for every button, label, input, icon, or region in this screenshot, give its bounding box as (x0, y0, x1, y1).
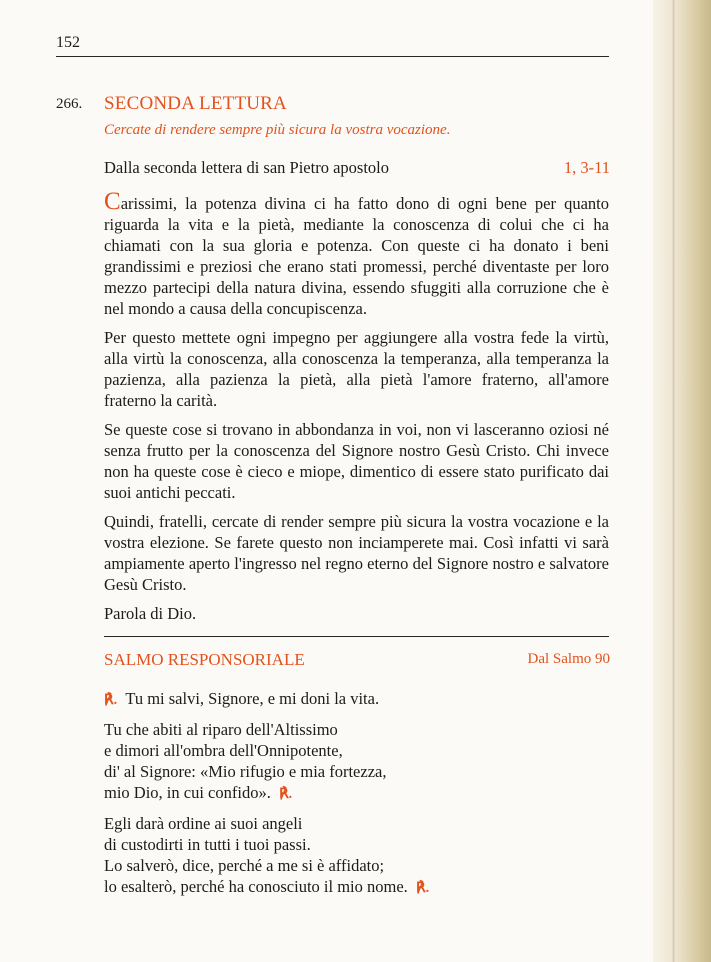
drop-cap: C (104, 188, 121, 215)
psalm-line: mio Dio, in cui confido». ℟. (104, 783, 293, 802)
reading-number: 266. (56, 96, 83, 112)
psalm-title: SALMO RESPONSORIALE (104, 650, 305, 669)
header-rule (56, 56, 609, 57)
psalm-stanza (104, 813, 609, 899)
reading-paragraph: Per questo mettete ogni impegno per aggiungere alla vostra fede la virtù, alla virtù la conoscenza, alla conoscenza la temperanza, alla temperanza la pazienza, alla pazienza la pietà, alla pietà l'amore fraterno, all'amore fraterno la carità. (104, 328, 609, 410)
psalm-line: Tu che abiti al riparo dell'Altissimo (104, 720, 338, 739)
page-edge (653, 0, 711, 962)
reading-reference: 1, 3-11 (563, 158, 610, 177)
reading-subtitle: Cercate di rendere sempre più sicura la vostra vocazione. (104, 122, 451, 138)
page-number: 152 (56, 34, 80, 51)
psalm-line: Lo salverò, dice, perché a me si è affidato; (104, 856, 385, 875)
psalm-text (104, 688, 609, 899)
section-divider (104, 636, 609, 637)
psalm-source: Dal Salmo 90 (527, 651, 610, 667)
reading-title: SECONDA LETTURA (104, 93, 287, 114)
reading-text (104, 188, 609, 632)
page-fold (672, 0, 675, 962)
reading-closing: Parola di Dio. (104, 604, 197, 623)
response-icon: ℟. (279, 787, 293, 802)
psalm-line: di' al Signore: «Mio rifugio e mia fortezza, (104, 762, 387, 781)
response-icon: ℟. (416, 881, 430, 896)
reading-paragraph: Se queste cose si trovano in abbondanza in voi, non vi lasceranno oziosi né senza frutto per la conoscenza del Signore nostro Gesù Cristo. Chi invece non ha queste cose è cieco e miope, dimentico di essere stato purificato dai suoi antichi peccati. (104, 420, 609, 502)
psalm-stanza (104, 719, 609, 805)
reading-paragraph: Carissimi, la potenza divina ci ha fatto dono di ogni bene per quanto riguarda la vita e la pietà, mediante la conoscenza di colui che ci ha chiamati con la sua gloria e potenza. Con queste ci ha donato i beni grandissimi e preziosi che erano stati promessi, perché diventaste per loro mezzo partecipi della natura divina, essendo sfuggiti alla corruzione che è nel mondo a causa della concupiscenza. (104, 188, 609, 318)
psalm-line: Egli darà ordine ai suoi angeli (104, 814, 303, 833)
response-icon: ℟. (104, 693, 118, 708)
psalm-line: lo esalterò, perché ha conosciuto il mio nome. ℟. (104, 877, 430, 896)
psalm-line: e dimori all'ombra dell'Onnipotente, (104, 741, 343, 760)
psalm-line: di custodirti in tutti i tuoi passi. (104, 835, 311, 854)
psalm-response: ℟. Tu mi salvi, Signore, e mi doni la vita. (104, 689, 380, 708)
reading-paragraph: Quindi, fratelli, cercate di render sempre più sicura la vostra vocazione e la vostra elezione. Se farete questo non inciamperete mai. Così infatti vi sarà ampiamente aperto l'ingresso nel regno eterno del Signore nostro e salvatore Gesù Cristo. (104, 512, 609, 594)
reading-source: Dalla seconda lettera di san Pietro apostolo (104, 158, 389, 177)
